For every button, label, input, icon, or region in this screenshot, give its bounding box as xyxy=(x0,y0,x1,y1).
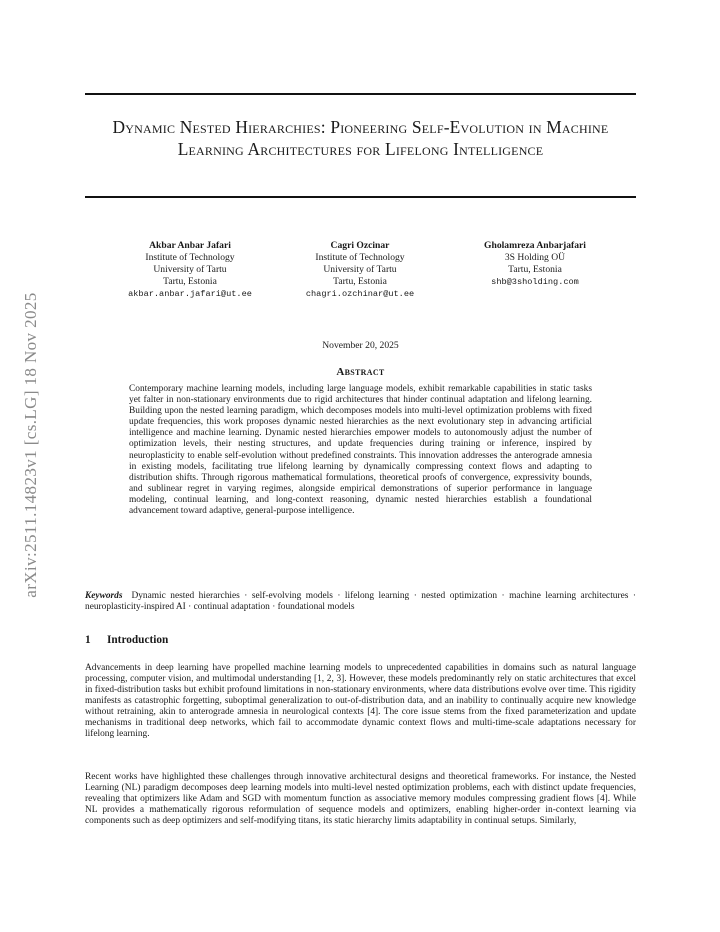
section-title: Introduction xyxy=(107,634,169,646)
author-affiliation: Institute of Technology xyxy=(315,252,405,263)
author-email[interactable]: shb@3sholding.com xyxy=(491,277,579,287)
author-affiliation: Tartu, Estonia xyxy=(508,264,562,275)
intro-paragraph-2: Recent works have highlighted these challenges through innovative architectural designs and theoretical frameworks. For instance, the Nested Learning (NL) paradigm decomposes deep learning models into multi-level nested optimization problems, each with distinct update frequencies, revealing that optimizers like Adam and SGD with momentum function as associative memory modules compressing gradient flows [4]. While NL provides a mathematically rigorous reformulation of sequence models and optimizers, enabling higher-order in-context learning via components such as deep optimizers and self-modifying titans, its static hierarchy limits adaptability in continual setups. Similarly, xyxy=(85,772,636,826)
author-affiliation: Tartu, Estonia xyxy=(163,276,217,287)
arxiv-identifier-text: arXiv:2511.14823v1 [cs.LG] 18 Nov 2025 xyxy=(21,292,40,598)
title-top-rule xyxy=(85,93,636,95)
author-affiliation: University of Tartu xyxy=(153,264,227,275)
paper-title: Dynamic Nested Hierarchies: Pioneering Self-Evolution in Machine Learning Architectures for Lifelong Intelligence xyxy=(112,117,609,159)
author-email[interactable]: chagri.ozchinar@ut.ee xyxy=(305,289,415,299)
author-1 xyxy=(110,240,270,300)
author-affiliation: 3S Holding OÜ xyxy=(504,252,566,263)
title-bottom-rule xyxy=(85,196,636,198)
author-affiliation: Tartu, Estonia xyxy=(333,276,387,287)
section-heading xyxy=(85,634,168,646)
author-name: Gholamreza Anbarjafari xyxy=(484,240,586,251)
keywords-list: Dynamic nested hierarchies · self-evolving models · lifelong learning · nested optimization · machine learning architectures · neuroplasticity-inspired AI · continual adaptation · foundational models xyxy=(85,591,637,613)
section-number: 1 xyxy=(85,634,91,646)
keywords-block xyxy=(85,591,636,613)
intro-paragraph-1: Advancements in deep learning have propelled machine learning models to unprecedented capabilities in domains such as natural language processing, computer vision, and multimodal understanding [1, 2, 3]. However, these models predominantly rely on static architectures that excel in fixed-distribution tasks but exhibit profound limitations in non-stationary environments, where data distributions evolve over time. This rigidity manifests as catastrophic forgetting, suboptimal generalization to out-of-distribution data, and an inability to continually acquire new knowledge without retraining, akin to anterograde amnesia in neurological contexts [4]. The core issue stems from the fixed parameterization and update mechanisms in traditional deep networks, which fail to accommodate dynamic context flows and multi-time-scale adaptations necessary for lifelong learning. xyxy=(85,663,636,739)
publication-date: November 20, 2025 xyxy=(322,340,399,351)
abstract-heading: Abstract xyxy=(336,366,385,378)
author-affiliation: Institute of Technology xyxy=(145,252,235,263)
keywords-label: Keywords xyxy=(85,591,123,601)
author-name: Akbar Anbar Jafari xyxy=(149,240,231,251)
author-name: Cagri Ozcinar xyxy=(330,240,390,251)
author-affiliation: University of Tartu xyxy=(323,264,397,275)
author-email[interactable]: akbar.anbar.jafari@ut.ee xyxy=(128,289,252,299)
author-3 xyxy=(455,240,615,288)
author-2 xyxy=(280,240,440,300)
arxiv-identifier[interactable] xyxy=(18,245,44,645)
abstract-body: Contemporary machine learning models, including large language models, exhibit remarkable capabilities in static tasks yet falter in non-stationary environments due to rigid architectures that hinder continual adaptation and lifelong learning. Building upon the nested learning paradigm, which decomposes models into multi-level optimization problems with fixed update frequencies, this work proposes dynamic nested hierarchies as the next evolutionary step in advancing artificial intelligence and machine learning. Dynamic nested hierarchies empower models to autonomously adjust the number of optimization levels, their nesting structures, and update frequencies during training or inference, inspired by neuroplasticity to enable self-evolution without predefined constraints. This innovation addresses the anterograde amnesia in existing models, facilitating true lifelong learning by dynamically compressing context flows and adapting to distribution shifts. Through rigorous mathematical formulations, theoretical proofs of convergence, expressivity bounds, and sublinear regret in varying regimes, alongside empirical demonstrations of superior performance in language modeling, continual learning, and long-context reasoning, dynamic nested hierarchies establish a foundational advancement toward adaptive, general-purpose intelligence. xyxy=(129,384,592,517)
